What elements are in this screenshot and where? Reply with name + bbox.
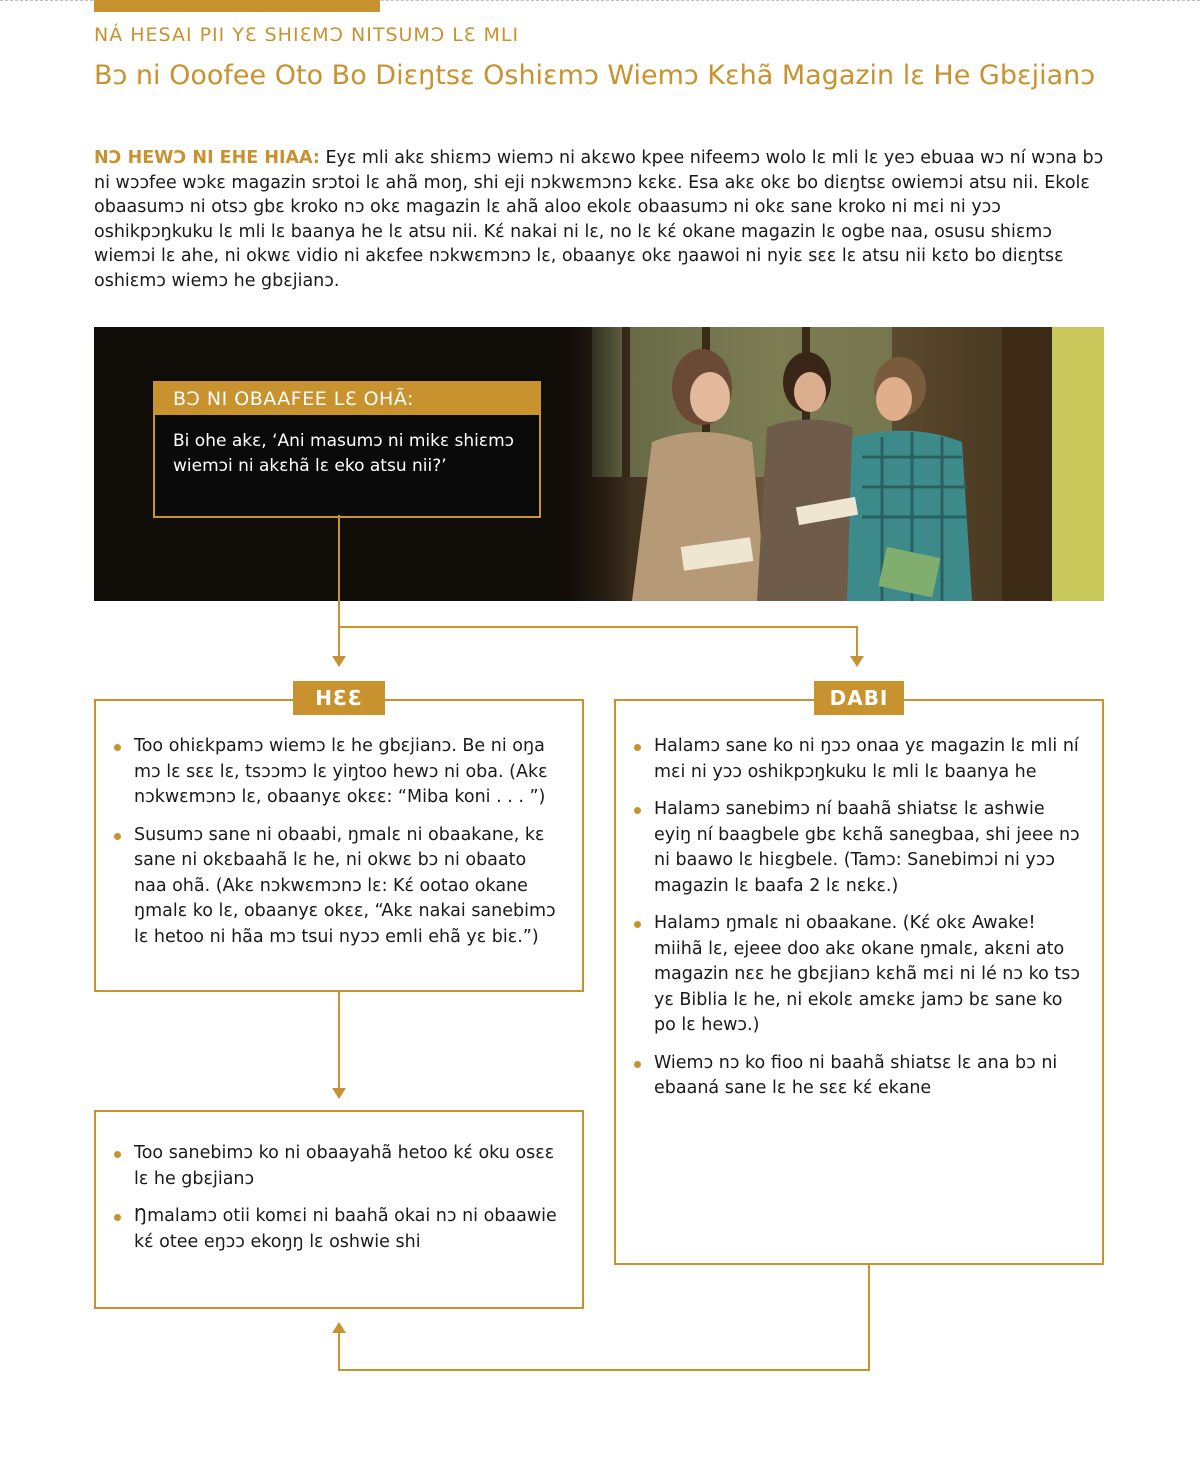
yes-branch-list xyxy=(114,734,562,950)
no-badge: DABI xyxy=(814,681,904,715)
arrow-down-yes xyxy=(332,656,346,667)
bullet-icon xyxy=(114,833,121,840)
no-branch-box xyxy=(614,699,1104,1265)
final-box xyxy=(94,1110,584,1309)
list-item: Halamɔ sanebimɔ ní baahã shiatsɛ lɛ ashwie eyiŋ ní baagbele gbɛ kɛhã sanegbaa, shi jeee nɔ ni baawo lɛ hiɛgbele. (Tamɔ: Sanebimɔi ni yɔɔ magazin lɛ baafa 2 lɛ nɛkɛ.) xyxy=(634,797,1086,899)
bullet-icon xyxy=(634,921,641,928)
arrow-up-final xyxy=(332,1322,346,1333)
list-item: Halamɔ sane ko ni ŋɔɔ onaa yɛ magazin lɛ mli ní mɛi ni yɔɔ oshikpɔŋkuku lɛ mli lɛ baanya he xyxy=(634,734,1086,785)
list-item: Susumɔ sane ni obaabi, ŋmalɛ ni obaakane, kɛ sane ni okɛbaahã lɛ he, ni okwɛ bɔ ni obaato naa ohã. (Akɛ nɔkwɛmɔnɔ lɛ: Kɛ́ ootao okane ŋmalɛ ko lɛ, obaanyɛ okɛɛ, “Akɛ nakai sanebimɔ lɛ hetoo ni hãa mɔ tsui nyɔɔ emli ehã yɛ biɛ.”) xyxy=(114,823,562,951)
page-title: Bɔ ni Ooofee Oto Bo Diɛŋtsɛ Oshiɛmɔ Wiemɔ Kɛhã Magazin lɛ He Gbɛjianɔ xyxy=(94,60,1096,91)
list-item: Too ohiɛkpamɔ wiemɔ lɛ he gbɛjianɔ. Be ni oŋa mɔ lɛ sɛɛ lɛ, tsɔɔmɔ lɛ yiŋtoo hewɔ ni oba. (Akɛ nɔkwɛmɔnɔ lɛ, obaanyɛ okɛɛ: “Miba koni . . . ”) xyxy=(114,734,562,811)
question-box xyxy=(153,381,541,518)
bullet-icon xyxy=(634,1061,641,1068)
yes-branch-box xyxy=(94,699,584,992)
list-item: Wiemɔ nɔ ko fioo ni baahã shiatsɛ lɛ ana bɔ ni ebaaná sane lɛ he sɛɛ kɛ́ ekane xyxy=(634,1051,1086,1102)
arrow-down-no xyxy=(850,656,864,667)
bullet-icon xyxy=(114,744,121,751)
connector-split-to-no xyxy=(339,627,857,657)
ministry-photo xyxy=(562,327,1104,601)
section-label: NÁ HESAI PII YƐ SHIƐMƆ NITSUMƆ LƐ MLI xyxy=(94,24,520,46)
list-item: Halamɔ ŋmalɛ ni obaakane. (Kɛ́ okɛ Awake! miihã lɛ, ejeee doo akɛ okane ŋmalɛ, akɛni ato magazin nɛɛ he gbɛjianɔ kɛhã mɛi ni lé nɔ ko tsɔ yɛ Biblia lɛ he, ni ekolɛ amɛkɛ jamɔ bɛ sane ko po lɛ hewɔ.) xyxy=(634,911,1086,1039)
question-heading: BƆ NI OBAAFEE LƐ OHÃ: xyxy=(155,383,539,415)
intro-lead: NƆ HEWƆ NI EHE HIAA: xyxy=(94,148,320,168)
bullet-icon xyxy=(634,744,641,751)
no-branch-list xyxy=(634,734,1086,1102)
arrow-down-final xyxy=(332,1088,346,1099)
list-item: Ŋmalamɔ otii komɛi ni baahã okai nɔ ni obaawie kɛ́ otee eŋɔɔ ekoŋŋ lɛ oshwie shi xyxy=(114,1204,562,1255)
intro-text: Eyɛ mli akɛ shiɛmɔ wiemɔ ni akɛwo kpee nifeemɔ wolo lɛ mli lɛ yeɔ ebuaa wɔ ní wɔna bɔ ni wɔɔfee wɔkɛ magazin srɔtoi lɛ ahã moŋ, shi eji nɔkwɛmɔnɔ kɛkɛ. Esa akɛ okɛ bo diɛŋtsɛ owiemɔi atsu nii. Ekolɛ obaasumɔ ni otsɔ gbɛ kroko nɔ okɛ magazin lɛ ahã aloo ekolɛ obaasumɔ ni okɛ sane kroko ni mɛi ni yɔɔ oshikpɔŋkuku lɛ mli lɛ baanya he lɛ atsu nii. Kɛ́ nakai ni lɛ, no lɛ kɛ́ okane magazin lɛ ogbe naa, osusu shiɛmɔ wiemɔi lɛ ahe, ni okwɛ vidio ni akɛfee nɔkwɛmɔnɔ lɛ, obaanyɛ okɛ ŋaawoi ni nyiɛ sɛɛ lɛ atsu nii kɛto bo diɛŋtsɛ oshiɛmɔ wiemɔ he gbɛjianɔ. xyxy=(94,148,1104,291)
final-list xyxy=(114,1141,562,1255)
top-accent-tab xyxy=(94,0,380,12)
bullet-icon xyxy=(634,807,641,814)
question-text: Bi ohe akɛ, ‘Ani masumɔ ni mikɛ shiɛmɔ wiemɔi ni akɛhã lɛ eko atsu nii?’ xyxy=(173,431,514,476)
list-item: Too sanebimɔ ko ni obaayahã hetoo kɛ́ oku osɛɛ lɛ he gbɛjianɔ xyxy=(114,1141,562,1192)
intro-paragraph xyxy=(94,146,1104,294)
bullet-icon xyxy=(114,1151,121,1158)
yes-badge: HƐƐ xyxy=(293,681,385,715)
bullet-icon xyxy=(114,1214,121,1221)
